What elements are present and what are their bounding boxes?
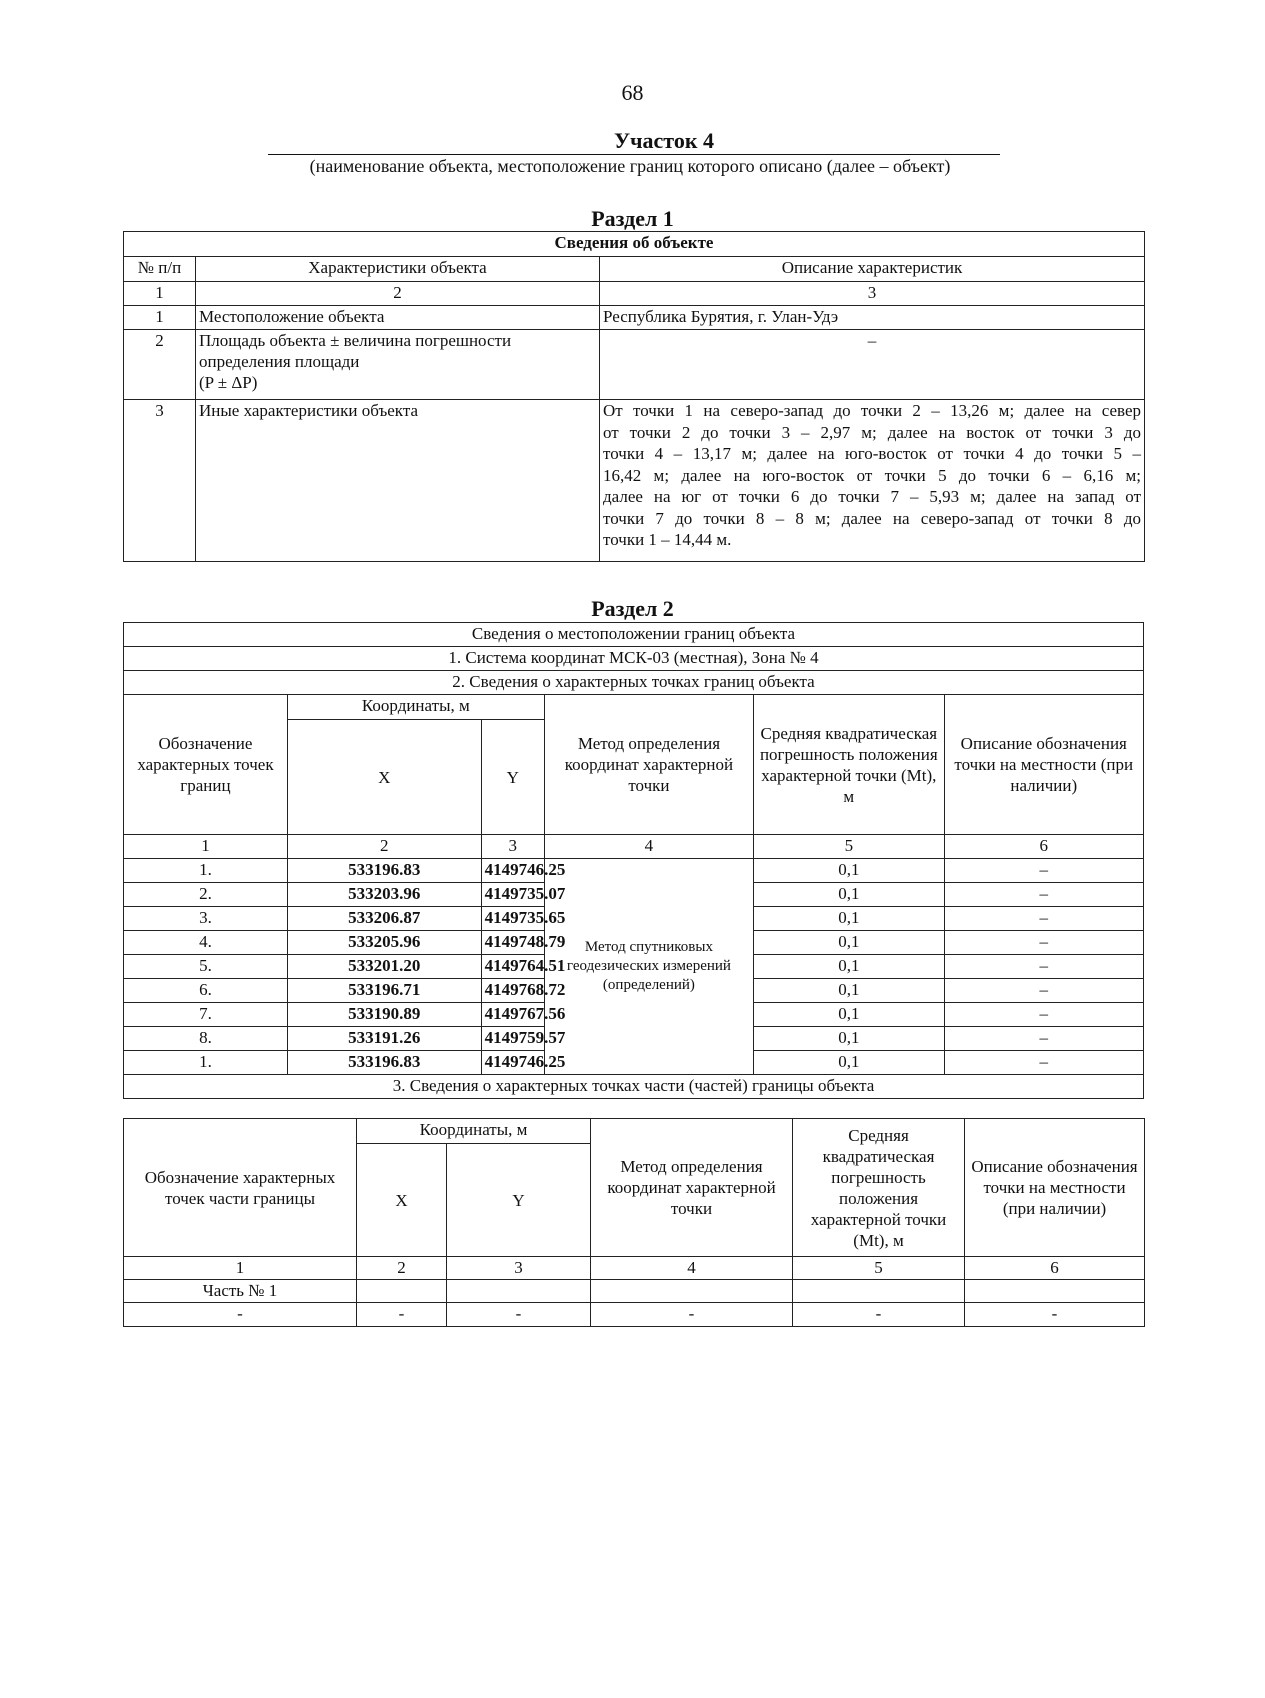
row-value: Республика Бурятия, г. Улан-Удэ — [600, 306, 1145, 330]
table-row — [124, 400, 1145, 562]
header-method: Метод определения координат характерной точки — [544, 695, 753, 835]
point-description: – — [944, 955, 1143, 979]
point-x: 533206.87 — [287, 907, 481, 931]
parts-header-method: Метод определения координат характерной точки — [591, 1119, 793, 1257]
part-cell: - — [447, 1303, 591, 1327]
col-number: 4 — [591, 1257, 793, 1280]
point-number: 5. — [124, 955, 288, 979]
section1-title: Раздел 1 — [591, 206, 674, 231]
method-value: Метод спутниковых геодезических измерений (определений) — [544, 859, 753, 1075]
parts-header-x: X — [357, 1144, 447, 1257]
parts-header-designation: Обозначение характерных точек части границы — [124, 1119, 357, 1257]
header-characteristics: Характеристики объекта — [196, 257, 600, 282]
point-error: 0,1 — [754, 955, 944, 979]
point-x: 533196.83 — [287, 1051, 481, 1075]
section2-table — [123, 622, 1144, 1099]
point-x: 533201.20 — [287, 955, 481, 979]
header-y: Y — [481, 720, 544, 835]
point-y: 4149746.25 — [481, 859, 544, 883]
point-y: 4149764.51 — [481, 955, 544, 979]
col-number: 1 — [124, 282, 196, 306]
value-line: От точки 1 на северо-запад до точки 2 – 13,26 м; далее на север — [603, 401, 1141, 420]
row-name: Иные характеристики объекта — [196, 400, 600, 562]
table-row — [124, 1280, 1145, 1303]
header-coords: Координаты, м — [287, 695, 544, 720]
point-x: 533190.89 — [287, 1003, 481, 1027]
header-x: X — [287, 720, 481, 835]
value-line: точки 7 до точки 8 – 8 м; далее на северо-запад от точки 8 до — [603, 508, 1141, 528]
col-number: 5 — [754, 835, 944, 859]
value-line: точки 1 – 14,44 м. — [603, 530, 732, 549]
section1-table — [123, 231, 1145, 562]
point-description: – — [944, 907, 1143, 931]
part-cell: - — [793, 1303, 965, 1327]
row-value: – — [600, 330, 1145, 400]
row-number: 1 — [124, 306, 196, 330]
object-title: Участок 4 — [268, 128, 1000, 155]
value-line: далее на юг от точки 6 до точки 7 – 5,93 м; далее на запад от — [603, 487, 1141, 506]
section2-table-title: Сведения о местоположении границ объекта — [124, 623, 1144, 647]
point-number: 3. — [124, 907, 288, 931]
point-number: 8. — [124, 1027, 288, 1051]
header-designation: Обозначение характерных точек границ — [124, 695, 288, 835]
row-number: 3 — [124, 400, 196, 562]
parts-table — [123, 1118, 1145, 1327]
col-number: 3 — [600, 282, 1145, 306]
header-location-description: Описание обозначения точки на местности (при наличии) — [944, 695, 1143, 835]
point-error: 0,1 — [754, 859, 944, 883]
row-name-line: (P ± ΔP) — [199, 373, 258, 392]
col-number: 1 — [124, 835, 288, 859]
value-line: точки 4 – 13,17 м; далее на юго-восток от точки 4 до точки 5 – — [603, 444, 1141, 463]
col-number: 2 — [357, 1257, 447, 1280]
point-description: – — [944, 931, 1143, 955]
part-cell: - — [965, 1303, 1145, 1327]
part-cell: - — [357, 1303, 447, 1327]
value-line: 16,42 м; далее на юго-восток от точки 5 до точки 6 – 6,16 м; — [603, 465, 1141, 485]
header-description: Описание характеристик — [600, 257, 1145, 282]
point-y: 4149759.57 — [481, 1027, 544, 1051]
row-name: Местоположение объекта — [196, 306, 600, 330]
point-x: 533196.83 — [287, 859, 481, 883]
col-number: 2 — [196, 282, 600, 306]
header-error: Средняя квадратическая погрешность положения характерной точки (Mt), м — [754, 695, 944, 835]
object-caption: (наименование объекта, местоположение границ которого описано (далее – объект) — [309, 156, 951, 176]
col-number: 5 — [793, 1257, 965, 1280]
row-name — [196, 330, 600, 400]
point-error: 0,1 — [754, 931, 944, 955]
row-name-line: Площадь объекта ± величина погрешности — [199, 331, 512, 350]
col-number: 6 — [944, 835, 1143, 859]
point-y: 4149748.79 — [481, 931, 544, 955]
col-number: 1 — [124, 1257, 357, 1280]
col-number: 3 — [447, 1257, 591, 1280]
point-error: 0,1 — [754, 1003, 944, 1027]
row-number: 2 — [124, 330, 196, 400]
table-row — [124, 306, 1145, 330]
point-number: 2. — [124, 883, 288, 907]
header-num: № п/п — [124, 257, 196, 282]
point-description: – — [944, 883, 1143, 907]
col-number: 6 — [965, 1257, 1145, 1280]
point-x: 533203.96 — [287, 883, 481, 907]
table-row — [124, 1303, 1145, 1327]
point-error: 0,1 — [754, 907, 944, 931]
parts-header-coords: Координаты, м — [357, 1119, 591, 1144]
point-description: – — [944, 979, 1143, 1003]
col-number: 3 — [481, 835, 544, 859]
point-y: 4149735.65 — [481, 907, 544, 931]
parts-header-y: Y — [447, 1144, 591, 1257]
point-y: 4149735.07 — [481, 883, 544, 907]
point-x: 533196.71 — [287, 979, 481, 1003]
point-y: 4149768.72 — [481, 979, 544, 1003]
table-row — [124, 330, 1145, 400]
part-label: Часть № 1 — [124, 1280, 357, 1303]
row-name-line: определения площади — [199, 352, 360, 371]
parts-header-error: Средняя квадратическая погрешность положения характерной точки (Mt), м — [793, 1119, 965, 1257]
point-number: 1. — [124, 859, 288, 883]
parts-title: 3. Сведения о характерных точках части (частей) границы объекта — [124, 1075, 1144, 1099]
value-line: от точки 2 до точки 3 – 2,97 м; далее на восток от точки 3 до — [603, 422, 1141, 442]
points-title: 2. Сведения о характерных точках границ объекта — [124, 671, 1144, 695]
point-x: 533205.96 — [287, 931, 481, 955]
point-number: 1. — [124, 1051, 288, 1075]
point-y: 4149767.56 — [481, 1003, 544, 1027]
point-description: – — [944, 1003, 1143, 1027]
point-description: – — [944, 1051, 1143, 1075]
point-error: 0,1 — [754, 979, 944, 1003]
point-number: 6. — [124, 979, 288, 1003]
point-number: 4. — [124, 931, 288, 955]
point-error: 0,1 — [754, 1027, 944, 1051]
parts-header-location-description: Описание обозначения точки на местности (при наличии) — [965, 1119, 1145, 1257]
section1-table-title: Сведения об объекте — [124, 232, 1145, 257]
row-value — [600, 400, 1145, 562]
col-number: 2 — [287, 835, 481, 859]
part-cell: - — [124, 1303, 357, 1327]
point-error: 0,1 — [754, 1051, 944, 1075]
point-y: 4149746.25 — [481, 1051, 544, 1075]
page-number: 68 — [621, 80, 644, 105]
col-number: 4 — [544, 835, 753, 859]
point-description: – — [944, 859, 1143, 883]
point-number: 7. — [124, 1003, 288, 1027]
point-error: 0,1 — [754, 883, 944, 907]
coord-system: 1. Система координат МСК-03 (местная), Зона № 4 — [124, 647, 1144, 671]
section2-title: Раздел 2 — [591, 596, 674, 621]
point-description: – — [944, 1027, 1143, 1051]
part-cell: - — [591, 1303, 793, 1327]
point-x: 533191.26 — [287, 1027, 481, 1051]
table-row — [124, 859, 1144, 883]
